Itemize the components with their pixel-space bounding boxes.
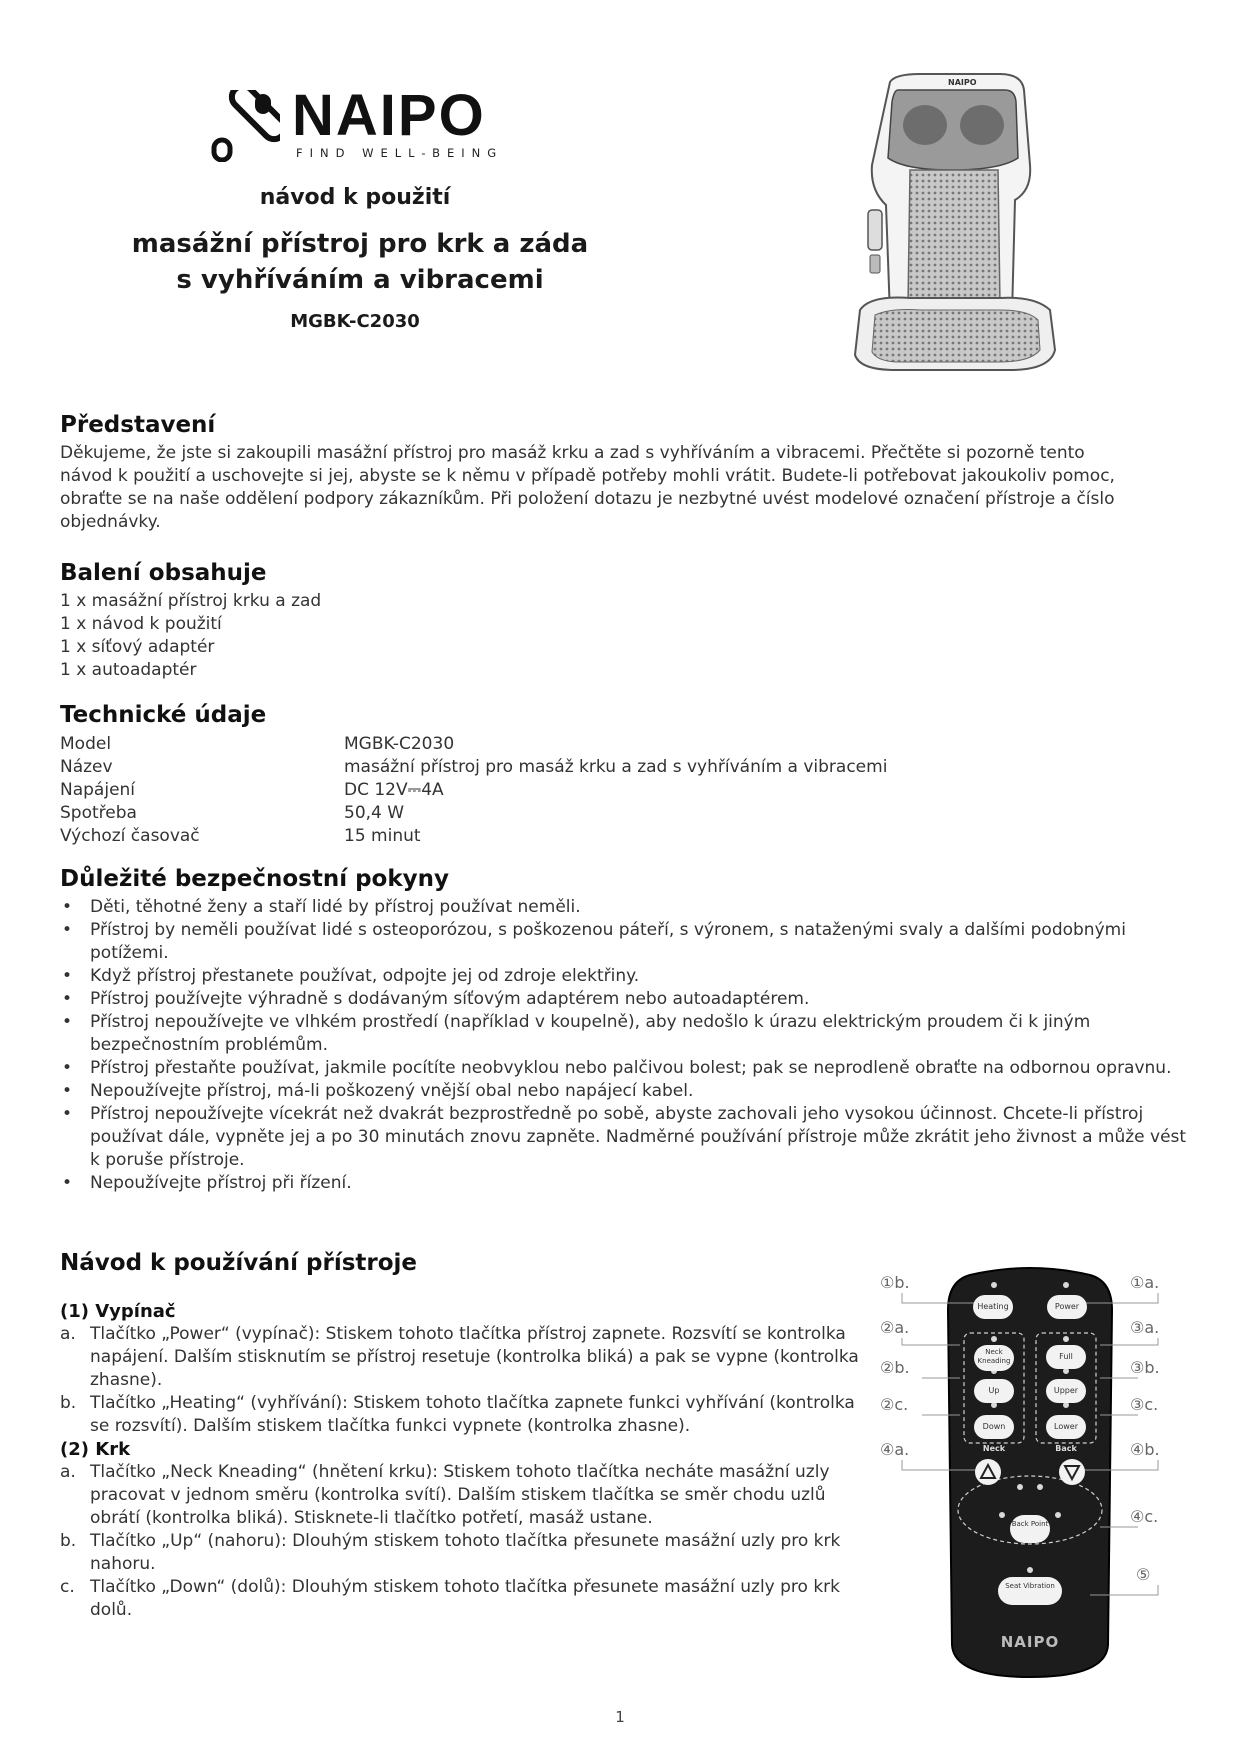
massage-seat-illustration	[800, 70, 1060, 380]
page-number: 1	[615, 1708, 625, 1726]
spec-label: Napájení	[60, 780, 136, 800]
back-down-button[interactable]	[1059, 1459, 1085, 1485]
triangle-up-icon	[975, 1459, 1001, 1485]
specs-row	[60, 757, 887, 780]
callout-4c: ④c.	[1130, 1507, 1159, 1526]
safety-item: • Děti, těhotné ženy a staří lidé by přístroj používat neměli.	[60, 896, 1190, 919]
brand-tagline: FIND WELL-BEING	[296, 146, 504, 160]
callout-1a: ①a.	[1130, 1273, 1160, 1292]
specs-row	[60, 803, 887, 826]
usage-section-2-list	[60, 1461, 860, 1622]
callout-5: ⑤	[1136, 1565, 1151, 1584]
power-button[interactable]	[1047, 1295, 1087, 1319]
callout-1b: ①b.	[880, 1273, 910, 1292]
usage-section-2-title: (2) Krk	[60, 1439, 131, 1460]
title-line-2: s vyhříváním a vibracemi	[176, 265, 544, 295]
item-text: Tlačítko „Heating“ (vyhřívání): Stiskem tohoto tlačítka zapnete funkci vyhřívání (kontrolka se rozsvítí). Dalším stiskem tlačítka funkci vypnete (kontrolka zhasne).	[90, 1393, 855, 1436]
package-list	[60, 590, 660, 682]
spec-value: 50,4 W	[344, 803, 405, 823]
spec-value: DC 12V⎓4A	[344, 780, 444, 800]
usage-item	[60, 1461, 860, 1530]
package-item: 1 x návod k použití	[60, 614, 222, 634]
intro-line: Děkujeme, že jste si zakoupili masážní přístroj pro masáž krku a zad s vyhříváním a vibracemi. Přečtěte si pozorně tento	[60, 443, 1085, 463]
callout-3b: ③b.	[1130, 1358, 1160, 1377]
neck-down-button[interactable]	[974, 1415, 1014, 1439]
triangle-down-icon	[1059, 1459, 1085, 1485]
lower-button[interactable]	[1046, 1415, 1086, 1439]
usage-item	[60, 1576, 860, 1622]
seat-brand-label: NAIPO	[948, 78, 977, 87]
remote-brand-label: NAIPO	[1000, 1633, 1060, 1651]
callout-2c: ②c.	[880, 1395, 909, 1414]
model-number: MGBK-C2030	[290, 311, 420, 332]
package-item: 1 x síťový adaptér	[60, 637, 215, 657]
intro-line: návod k použití a uschovejte si jej, abyste se k němu v případě potřeby mohli vrátit. Budete-li potřebovat jakoukoliv pomoc,	[60, 466, 1115, 486]
spec-label: Spotřeba	[60, 803, 137, 823]
heading-package: Balení obsahuje	[60, 560, 267, 586]
spec-label: Název	[60, 757, 113, 777]
heading-usage: Návod k používání přístroje	[60, 1250, 418, 1276]
usage-section	[60, 1300, 860, 1622]
brand-logo	[210, 83, 510, 163]
callout-2b: ②b.	[880, 1358, 910, 1377]
intro-paragraph	[60, 442, 1200, 534]
package-item: 1 x autoadaptér	[60, 660, 197, 680]
back-up-button[interactable]	[975, 1459, 1001, 1485]
safety-list	[60, 896, 1190, 1195]
seat-vibration-button-label: Seat Vibration	[1005, 1582, 1055, 1590]
upper-button[interactable]	[1046, 1379, 1086, 1403]
remote-control-illustration	[880, 1265, 1180, 1685]
heating-button-label: Heating	[977, 1302, 1009, 1311]
item-text: Tlačítko „Power“ (vypínač): Stiskem tohoto tlačítka přístroj zapnete. Rozsvítí se kontrolka napájení. Dalším stisknutím se přístroj resetuje (kontrolka bliká) a pak se vypne (kontrolka zhasne).	[90, 1324, 859, 1390]
back-point-button-label: Back Point	[1011, 1520, 1049, 1528]
safety-item: • Nepoužívejte přístroj, má-li poškozený vnější obal nebo napájecí kabel.	[60, 1080, 1190, 1103]
specs-row	[60, 780, 887, 803]
item-marker: b.	[60, 1393, 77, 1413]
safety-item: • Přístroj nepoužívejte ve vlhkém prostředí (například v koupelně), aby nedošlo k úrazu elektrickým proudem či k jiným bezpečnostním problémům.	[60, 1011, 1190, 1057]
item-text: Tlačítko „Neck Kneading“ (hnětení krku): Stiskem tohoto tlačítka necháte masážní uzly pracovat v jednom směru (kontrolka svítí). Dalším stiskem tlačítka se směr chodu uzlů obrátí (kontrolka bliká). Stisknete-li tlačítko potřetí, masáž ustane.	[90, 1462, 830, 1528]
safety-item: • Když přístroj přestanete používat, odpojte jej od zdroje elektřiny.	[60, 965, 1190, 988]
item-text: Tlačítko „Down“ (dolů): Dlouhým stiskem tohoto tlačítka přesunete masážní uzly pro krk dolů.	[90, 1577, 841, 1620]
usage-section-1-title: (1) Vypínač	[60, 1301, 176, 1322]
package-item: 1 x masážní přístroj krku a zad	[60, 591, 322, 611]
spec-label: Model	[60, 734, 112, 754]
callout-3a: ③a.	[1130, 1318, 1160, 1337]
intro-line: obraťte se na naše oddělení podpory zákazníkům. Při položení dotazu je nezbytné uvést modelové označení přístroje a číslo	[60, 489, 1115, 509]
callout-4a: ④a.	[880, 1440, 910, 1459]
safety-item: • Přístroj by neměli používat lidé s osteoporózou, s poškozenou páteří, s výronem, s nataženými svaly a dalšími podobnými potížemi.	[60, 919, 1190, 965]
document-title	[50, 226, 670, 298]
neck-kneading-button-label: Neck Kneading	[977, 1348, 1011, 1365]
back-group-label: Back	[1055, 1444, 1077, 1453]
safety-item: • Přístroj přestaňte používat, jakmile pocítíte neobvyklou nebo palčivou bolest; pak se neprodleně obraťte na odbornou opravnu.	[60, 1057, 1190, 1080]
callout-3c: ③c.	[1130, 1395, 1159, 1414]
spec-value: 15 minut	[344, 826, 421, 846]
specs-row	[60, 734, 887, 757]
usage-item	[60, 1323, 860, 1392]
naipo-logo-mark-icon	[210, 90, 280, 162]
neck-kneading-button[interactable]	[974, 1345, 1014, 1371]
lower-button-label: Lower	[1054, 1422, 1078, 1431]
neck-down-button-label: Down	[982, 1422, 1006, 1431]
intro-line: objednávky.	[60, 512, 161, 532]
document-subtitle: návod k použití	[259, 185, 451, 210]
brand-name: NAIPO	[292, 83, 486, 148]
massage-seat-icon	[800, 70, 1060, 380]
item-marker: b.	[60, 1531, 77, 1551]
heading-specs: Technické údaje	[60, 702, 267, 728]
item-marker: a.	[60, 1462, 76, 1482]
neck-up-button[interactable]	[974, 1379, 1014, 1403]
heading-safety: Důležité bezpečnostní pokyny	[60, 866, 450, 892]
specs-row	[60, 826, 887, 849]
title-line-1: masážní přístroj pro krk a záda	[131, 229, 589, 259]
callout-2a: ②a.	[880, 1318, 910, 1337]
full-button[interactable]	[1046, 1345, 1086, 1369]
neck-group-label: Neck	[982, 1444, 1006, 1453]
spec-label: Výchozí časovač	[60, 826, 200, 846]
specs-table	[60, 734, 887, 849]
safety-item: • Nepoužívejte přístroj při řízení.	[60, 1172, 1190, 1195]
full-button-label: Full	[1059, 1352, 1073, 1361]
usage-item	[60, 1392, 860, 1438]
usage-section-1-list	[60, 1323, 860, 1438]
spec-value: masážní přístroj pro masáž krku a zad s vyhříváním a vibracemi	[344, 757, 888, 777]
heading-intro: Představení	[60, 412, 216, 438]
safety-item: • Přístroj nepoužívejte vícekrát než dvakrát bezprostředně po sobě, abyste zachovali jeho vysokou účinnost. Chcete-li přístroj používat dále, vypněte jej a po 30 minutách znovu zapněte. Nadměrné používání přístroje může zkrátit jeho živnost a může vést k poruše přístroje.	[60, 1103, 1190, 1172]
usage-item	[60, 1530, 860, 1576]
seat-vibration-button[interactable]	[998, 1577, 1062, 1605]
item-marker: a.	[60, 1324, 76, 1344]
spec-value: MGBK-C2030	[344, 734, 455, 754]
callout-4b: ④b.	[1130, 1440, 1160, 1459]
item-text: Tlačítko „Up“ (nahoru): Dlouhým stiskem tohoto tlačítka přesunete masážní uzly pro krk nahoru.	[90, 1531, 841, 1574]
back-point-button[interactable]	[1010, 1515, 1050, 1543]
upper-button-label: Upper	[1053, 1386, 1079, 1395]
power-button-label: Power	[1054, 1302, 1080, 1311]
heating-button[interactable]	[973, 1295, 1013, 1319]
item-marker: c.	[60, 1577, 75, 1597]
safety-item: • Přístroj používejte výhradně s dodávaným síťovým adaptérem nebo autoadaptérem.	[60, 988, 1190, 1011]
neck-up-button-label: Up	[988, 1386, 1000, 1395]
